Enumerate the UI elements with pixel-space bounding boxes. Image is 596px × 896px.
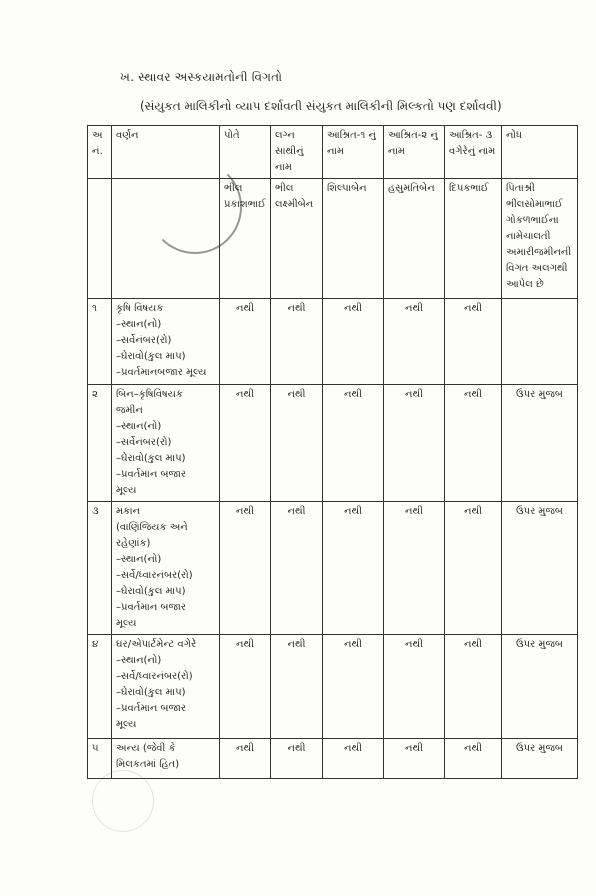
row-self: નથી xyxy=(220,299,271,385)
row-dependent-1: નથી xyxy=(323,635,384,739)
description-line: કૃષિ વિષયક xyxy=(116,303,164,314)
asset-rows xyxy=(88,299,578,779)
table-row xyxy=(88,502,578,635)
description-line: જમીન xyxy=(116,405,143,416)
name-dependent-3: દિપકભાઈ xyxy=(445,179,502,299)
description-line: મૂલ્ય xyxy=(116,719,137,730)
row-dependent-2: નથી xyxy=(384,385,445,502)
table-row xyxy=(88,385,578,502)
names-description xyxy=(112,179,220,299)
table-row xyxy=(88,739,578,779)
row-self: નથી xyxy=(220,502,271,635)
description-line: –ઘેરાવો(કુલ માપ) xyxy=(116,586,186,597)
description-line: –ઘેરાવો(કુલ માપ) xyxy=(116,351,186,362)
header-serial: અ નં. xyxy=(88,126,112,179)
row-serial: ૪ xyxy=(88,635,112,739)
row-self: નથી xyxy=(220,635,271,739)
description-line: મિલકતમાં હિત) xyxy=(116,759,180,770)
row-dependent-1: નથી xyxy=(323,739,384,779)
table-row xyxy=(88,635,578,739)
row-note: ઉપર મુજબ xyxy=(502,502,578,635)
row-description xyxy=(112,635,220,739)
header-self: પોતે xyxy=(220,126,271,179)
row-description xyxy=(112,299,220,385)
row-description xyxy=(112,502,220,635)
name-spouse: ભીલ લક્ષ્મીબેન xyxy=(271,179,323,299)
row-dependent-1: નથી xyxy=(323,502,384,635)
description-line: –સ્થાન(નો) xyxy=(116,655,162,666)
header-spouse: લગ્ન સાથીનું નામ xyxy=(271,126,323,179)
row-description xyxy=(112,385,220,502)
table-row xyxy=(88,299,578,385)
row-dependent-1: નથી xyxy=(323,385,384,502)
description-line: –ઘેરાવો(કુલ માપ) xyxy=(116,687,186,698)
header-dependent-2: આશ્રિત-૨ નું નામ xyxy=(384,126,445,179)
row-dependent-1: નથી xyxy=(323,299,384,385)
row-spouse: નથી xyxy=(271,385,323,502)
row-spouse: નથી xyxy=(271,739,323,779)
row-description xyxy=(112,739,220,779)
description-line: મૂલ્ય xyxy=(116,485,137,496)
row-dependent-2: નથી xyxy=(384,502,445,635)
name-dependent-2: હસુમતિબેન xyxy=(384,179,445,299)
description-line: –સર્વે/ધ્વારનંબર(રો) xyxy=(116,671,193,682)
immovable-assets-table xyxy=(87,125,578,779)
row-dependent-3: નથી xyxy=(445,635,502,739)
description-line: બિન–કૃષિવિષયક xyxy=(116,389,183,400)
row-dependent-2: નથી xyxy=(384,739,445,779)
row-dependent-3: નથી xyxy=(445,299,502,385)
row-spouse: નથી xyxy=(271,299,323,385)
row-serial: ૨ xyxy=(88,385,112,502)
description-line: (વાણિજિયક અને xyxy=(116,522,188,533)
header-description: વર્ણન xyxy=(112,126,220,179)
names-serial xyxy=(88,179,112,299)
description-line: મકાન xyxy=(116,506,141,517)
description-line: –પ્રવર્તમાન બજાર xyxy=(116,602,187,613)
section-subheading: (સંયુકત માલિકીનો વ્યાપ દર્શાવતી સંયુકત માલિકીની મિલ્કતો પણ દર્શાવવી) xyxy=(140,99,502,113)
description-line: –પ્રવર્તમાન બજાર xyxy=(116,703,187,714)
description-line: રહેણાંક) xyxy=(116,538,151,549)
row-serial: ૩ xyxy=(88,502,112,635)
row-serial: ૫ xyxy=(88,739,112,779)
header-note: નોંધ xyxy=(502,126,578,179)
row-self: નથી xyxy=(220,385,271,502)
row-dependent-3: નથી xyxy=(445,502,502,635)
row-dependent-3: નથી xyxy=(445,385,502,502)
stamp-mark-faint xyxy=(92,770,154,832)
name-self: ભીલ પ્રકાશભાઈ xyxy=(220,179,271,299)
description-line: –ઘેરાવો(કુલ માપ) xyxy=(116,453,186,464)
row-dependent-3: નથી xyxy=(445,739,502,779)
name-note: પિતાશ્રી ભીલસોમાભાઈ ગોકળભાઈના નામેચાલતી અમારીજમીનની વિગત અલગથી આપેલ છે xyxy=(502,179,578,299)
names-row xyxy=(88,179,578,299)
row-note: ઉપર મુજબ xyxy=(502,739,578,779)
row-note xyxy=(502,299,578,385)
description-line: –પ્રવર્તમાન બજાર xyxy=(116,469,187,480)
description-line: અન્ય (જેવી કે xyxy=(116,743,176,754)
row-self: નથી xyxy=(220,739,271,779)
name-dependent-1: શિલ્પાબેન xyxy=(323,179,384,299)
section-heading: ખ. સ્થાવર અસ્કયામતોની વિગતો xyxy=(120,70,283,84)
header-dependent-1: આશ્રિત-૧ નું નામ xyxy=(323,126,384,179)
description-line: –સર્વેનંબર(રો) xyxy=(116,335,172,346)
row-dependent-2: નથી xyxy=(384,635,445,739)
description-line: ઘર/એપાર્ટમેન્ટ વગેરે xyxy=(116,639,197,650)
row-dependent-2: નથી xyxy=(384,299,445,385)
row-spouse: નથી xyxy=(271,502,323,635)
header-dependent-3: આશ્રિત- ૩ વગેરેનું નામ xyxy=(445,126,502,179)
description-line: –સ્થાન(નો) xyxy=(116,554,162,565)
description-line: –સ્થાન(નો) xyxy=(116,421,162,432)
description-line: –સ્થાન(નો) xyxy=(116,319,162,330)
row-note: ઉપર મુજબ xyxy=(502,635,578,739)
row-note: ઉપર મુજબ xyxy=(502,385,578,502)
description-line: –પ્રવર્તમાનબજાર મૂલ્ય xyxy=(116,367,207,378)
description-line: –સર્વે/ધ્વારનંબર(રો) xyxy=(116,570,193,581)
description-line: –સર્વેનંબર(રો) xyxy=(116,437,172,448)
description-line: મૂલ્ય xyxy=(116,618,137,629)
row-serial: ૧ xyxy=(88,299,112,385)
header-row xyxy=(88,126,578,179)
row-spouse: નથી xyxy=(271,635,323,739)
